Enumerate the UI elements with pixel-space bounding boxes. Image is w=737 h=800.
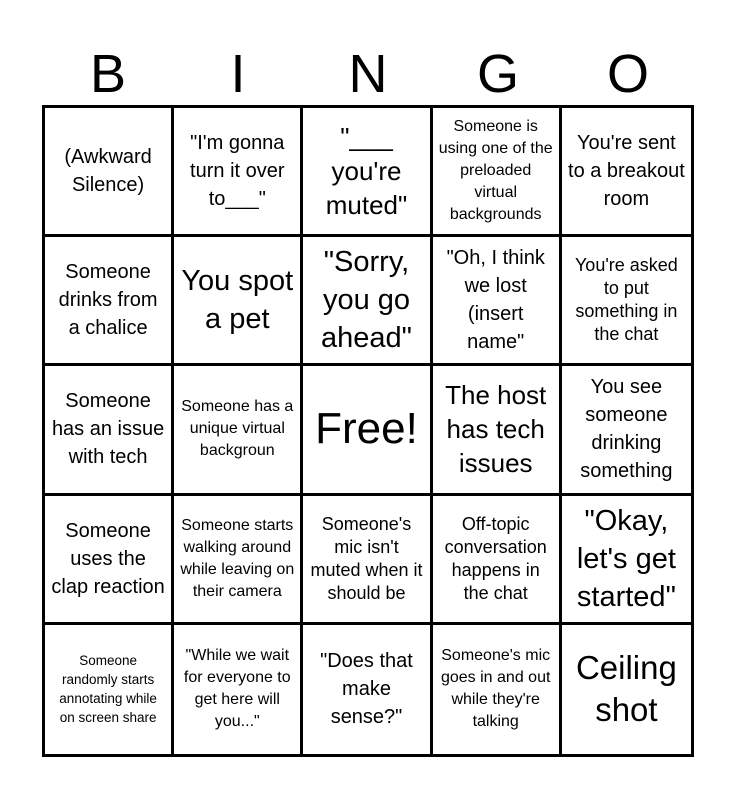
bingo-cell-25[interactable] [562,625,691,754]
cell-text: "Okay, let's get started" [576,504,676,613]
header-letter-g: G [476,44,519,104]
bingo-cell-6[interactable] [45,237,174,366]
cell-text: You're asked to put something in the chat [574,255,678,345]
bingo-cell-5[interactable] [562,108,691,237]
bingo-cell-10[interactable] [562,237,691,366]
bingo-cell-2[interactable] [174,108,303,237]
bingo-card [42,105,694,757]
bingo-cell-18[interactable] [303,496,432,625]
cell-text: Someone's mic isn't muted when it should be [310,513,423,603]
cell-text: "Oh, I think we lost (insert name" [446,247,545,354]
bingo-cell-7[interactable] [174,237,303,366]
header-letter-i: I [230,44,246,104]
bingo-cell-21[interactable] [45,625,174,754]
bingo-cell-19[interactable] [433,496,562,625]
cell-text: Someone uses the clap reaction [51,519,165,598]
header-letter-b: B [89,44,127,104]
cell-text: You're sent to a breakout room [568,132,685,211]
bingo-cell-14[interactable] [433,366,562,495]
bingo-cell-8[interactable] [303,237,432,366]
cell-text: Ceiling shot [575,649,677,729]
cell-text: Someone is using one of the preloaded virtual backgrounds [438,118,553,224]
bingo-cell-free[interactable] [303,366,432,495]
header-letter-o: O [606,44,649,104]
cell-text: You see someone drinking something [580,376,673,483]
cell-text: "I'm gonna turn it over to___" [190,132,285,211]
bingo-cell-3[interactable] [303,108,432,237]
free-space: Free! [315,404,418,454]
cell-text: Someone has an issue with tech [51,390,165,469]
cell-text: Someone's mic goes in and out while they're talking [440,647,551,731]
bingo-header [43,42,695,106]
cell-text: Someone drinks from a chalice [58,261,158,340]
cell-text: (Awkward Silence) [64,146,152,197]
cell-text: Someone randomly starts annotating while on screen share [59,653,157,726]
cell-text: "___ you're muted" [325,122,408,221]
bingo-cell-23[interactable] [303,625,432,754]
cell-text: "Does that make sense?" [320,650,413,729]
bingo-cell-1[interactable] [45,108,174,237]
bingo-cell-9[interactable] [433,237,562,366]
bingo-cell-16[interactable] [45,496,174,625]
cell-text: Someone starts walking around while leaving on their camera [180,516,295,600]
bingo-cell-17[interactable] [174,496,303,625]
bingo-cell-15[interactable] [562,366,691,495]
bingo-cell-24[interactable] [433,625,562,754]
bingo-cell-11[interactable] [45,366,174,495]
bingo-cell-12[interactable] [174,366,303,495]
cell-text: Someone has a unique virtual backgroun [181,398,294,460]
cell-text: "Sorry, you go ahead" [321,246,412,355]
bingo-cell-22[interactable] [174,625,303,754]
cell-text: The host has tech issues [445,380,547,479]
header-letter-n: N [348,44,388,104]
cell-text: "While we wait for everyone to get here will you..." [183,647,291,731]
bingo-cell-4[interactable] [433,108,562,237]
cell-text: Off-topic conversation happens in the chat [444,513,547,603]
cell-text: You spot a pet [181,265,294,336]
bingo-cell-20[interactable] [562,496,691,625]
